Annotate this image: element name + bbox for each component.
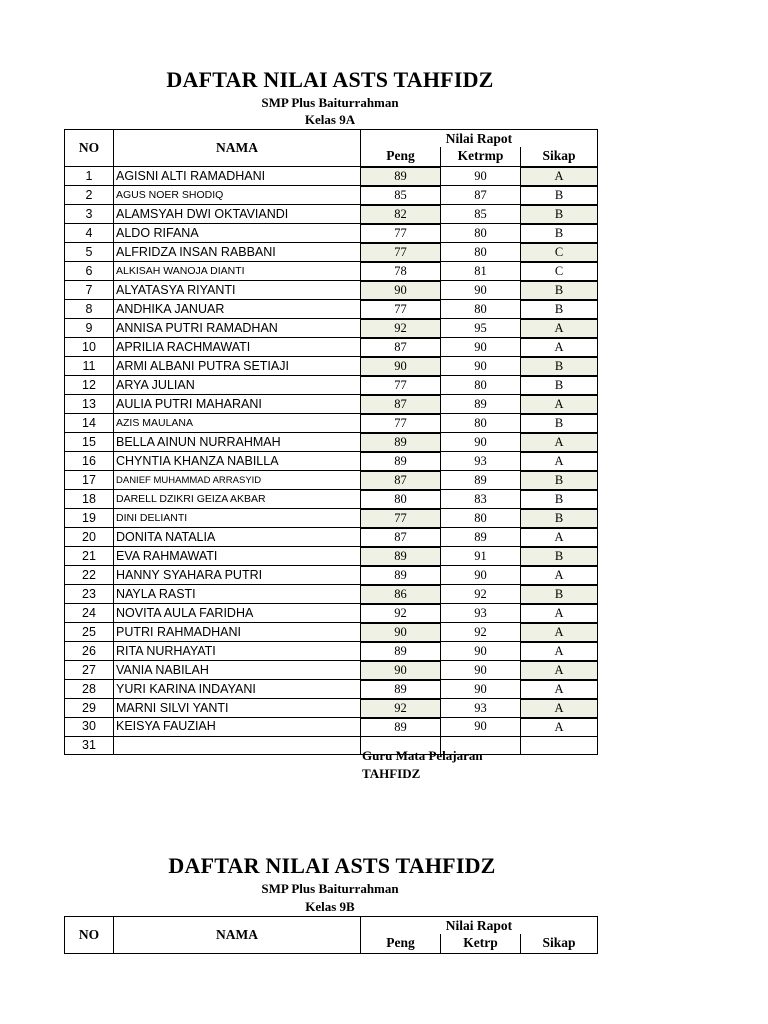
table-row: [65, 167, 598, 186]
row-no: 21: [65, 547, 114, 566]
grade-table-b: [64, 916, 598, 954]
row-nama: ALDO RIFANA: [114, 224, 361, 243]
table-row: [65, 642, 598, 661]
row-sikap: A: [521, 623, 598, 642]
row-nama: DARELL DZIKRI GEIZA AKBAR: [114, 490, 361, 509]
row-nama: ANNISA PUTRI RAMADHAN: [114, 319, 361, 338]
row-ketrmp: 92: [441, 623, 521, 642]
table-row: [65, 661, 598, 680]
row-sikap: A: [521, 319, 598, 338]
row-no: 23: [65, 585, 114, 604]
row-no: 28: [65, 680, 114, 699]
row-ketrmp: 90: [441, 357, 521, 376]
row-ketrmp: 90: [441, 338, 521, 357]
row-peng: 78: [361, 262, 441, 281]
row-ketrmp: 80: [441, 414, 521, 433]
row-nama: NOVITA AULA FARIDHA: [114, 604, 361, 623]
row-nama: AGISNI ALTI RAMADHANI: [114, 167, 361, 186]
table-row: [65, 186, 598, 205]
table-row: [65, 509, 598, 528]
row-peng: 89: [361, 433, 441, 452]
header-ketrmp: Ketrmp: [441, 147, 521, 167]
row-peng: 80: [361, 490, 441, 509]
row-no: 20: [65, 528, 114, 547]
table-row: [65, 376, 598, 395]
table-row: [65, 300, 598, 319]
row-ketrmp: 81: [441, 262, 521, 281]
header-peng: Peng: [361, 147, 441, 167]
table-row: [65, 281, 598, 300]
row-peng: 89: [361, 680, 441, 699]
row-sikap: A: [521, 699, 598, 718]
row-nama: AGUS NOER SHODIQ: [114, 186, 361, 205]
header-nama-b: NAMA: [114, 917, 361, 954]
header-nama: NAMA: [114, 130, 361, 167]
row-ketrmp: 83: [441, 490, 521, 509]
row-nama: BELLA AINUN NURRAHMAH: [114, 433, 361, 452]
row-no: 1: [65, 167, 114, 186]
row-ketrmp: 80: [441, 224, 521, 243]
row-sikap: B: [521, 547, 598, 566]
table-row: [65, 395, 598, 414]
row-sikap: B: [521, 471, 598, 490]
row-sikap: A: [521, 718, 598, 737]
row-sikap: A: [521, 566, 598, 585]
row-ketrmp: 89: [441, 471, 521, 490]
row-peng: 85: [361, 186, 441, 205]
row-peng: 87: [361, 471, 441, 490]
row-sikap: C: [521, 243, 598, 262]
row-peng: 90: [361, 661, 441, 680]
row-peng: 92: [361, 319, 441, 338]
row-peng: 86: [361, 585, 441, 604]
row-ketrmp: 87: [441, 186, 521, 205]
row-peng: 82: [361, 205, 441, 224]
row-no: 10: [65, 338, 114, 357]
header-sikap: Sikap: [521, 147, 598, 167]
header-no-b: NO: [65, 917, 114, 954]
row-no: 26: [65, 642, 114, 661]
row-no: 4: [65, 224, 114, 243]
row-nama: RITA NURHAYATI: [114, 642, 361, 661]
table-row: [65, 528, 598, 547]
row-no: 22: [65, 566, 114, 585]
row-nama: ANDHIKA JANUAR: [114, 300, 361, 319]
row-no: 11: [65, 357, 114, 376]
row-no: 30: [65, 718, 114, 737]
row-no: 13: [65, 395, 114, 414]
page-title-b: DAFTAR NILAI ASTS TAHFIDZ: [168, 853, 496, 878]
table-row: [65, 243, 598, 262]
table-row: [65, 490, 598, 509]
table-row: [65, 547, 598, 566]
row-sikap: B: [521, 490, 598, 509]
row-nama: EVA RAHMAWATI: [114, 547, 361, 566]
row-sikap: A: [521, 338, 598, 357]
row-no: 14: [65, 414, 114, 433]
row-no: 15: [65, 433, 114, 452]
row-peng: 90: [361, 623, 441, 642]
row-ketrmp: 90: [441, 566, 521, 585]
row-no: 9: [65, 319, 114, 338]
row-ketrmp: 80: [441, 376, 521, 395]
row-sikap: A: [521, 604, 598, 623]
row-nama: HANNY SYAHARA PUTRI: [114, 566, 361, 585]
table-row: [65, 262, 598, 281]
row-nama: ARYA JULIAN: [114, 376, 361, 395]
table-row: [65, 471, 598, 490]
row-no: 25: [65, 623, 114, 642]
table-row: [65, 680, 598, 699]
table-row: [65, 566, 598, 585]
row-peng: 89: [361, 167, 441, 186]
row-peng: 90: [361, 281, 441, 300]
row-peng: 90: [361, 357, 441, 376]
row-ketrmp: 92: [441, 585, 521, 604]
table-row: [65, 319, 598, 338]
row-nama: PUTRI RAHMADHANI: [114, 623, 361, 642]
table-row: [65, 357, 598, 376]
school-name-b: SMP Plus Baiturrahman: [261, 881, 399, 896]
row-peng: 77: [361, 376, 441, 395]
table-row: [65, 224, 598, 243]
row-ketrmp: 90: [441, 281, 521, 300]
table-row: [65, 604, 598, 623]
table-row: [65, 585, 598, 604]
row-no: 12: [65, 376, 114, 395]
row-nama: ARMI ALBANI PUTRA SETIAJI: [114, 357, 361, 376]
table-row: [65, 452, 598, 471]
row-peng: 89: [361, 718, 441, 737]
row-nama: DONITA NATALIA: [114, 528, 361, 547]
row-ketrmp: 80: [441, 300, 521, 319]
row-no: 6: [65, 262, 114, 281]
row-no: 8: [65, 300, 114, 319]
header-nilai-rapot: Nilai Rapot: [361, 130, 598, 147]
row-nama: [114, 736, 361, 754]
header-peng-b: Peng: [361, 934, 441, 954]
row-sikap: A: [521, 661, 598, 680]
row-no: 16: [65, 452, 114, 471]
row-sikap: [521, 736, 598, 754]
row-sikap: B: [521, 414, 598, 433]
row-sikap: C: [521, 262, 598, 281]
row-sikap: A: [521, 452, 598, 471]
row-peng: 89: [361, 566, 441, 585]
row-sikap: A: [521, 642, 598, 661]
header-ketrp-b: Ketrp: [441, 934, 521, 954]
row-ketrmp: 89: [441, 395, 521, 414]
row-no: 24: [65, 604, 114, 623]
row-peng: 77: [361, 414, 441, 433]
row-nama: AULIA PUTRI MAHARANI: [114, 395, 361, 414]
row-peng: 77: [361, 243, 441, 262]
row-sikap: B: [521, 281, 598, 300]
table-row: [65, 736, 598, 754]
row-nama: ALFRIDZA INSAN RABBANI: [114, 243, 361, 262]
row-peng: 77: [361, 300, 441, 319]
row-sikap: B: [521, 205, 598, 224]
row-no: 7: [65, 281, 114, 300]
row-peng: 92: [361, 604, 441, 623]
row-peng: 87: [361, 528, 441, 547]
table-row: [65, 433, 598, 452]
row-no: 5: [65, 243, 114, 262]
class-name-b: Kelas 9B: [305, 899, 355, 914]
row-nama: NAYLA RASTI: [114, 585, 361, 604]
row-ketrmp: 85: [441, 205, 521, 224]
row-no: 31: [65, 736, 114, 754]
page-title-a: DAFTAR NILAI ASTS TAHFIDZ: [166, 67, 494, 92]
row-ketrmp: 90: [441, 680, 521, 699]
row-sikap: B: [521, 376, 598, 395]
row-peng: 87: [361, 395, 441, 414]
row-nama: AZIS MAULANA: [114, 414, 361, 433]
row-sikap: B: [521, 585, 598, 604]
row-sikap: A: [521, 395, 598, 414]
table-row: [65, 338, 598, 357]
header-no: NO: [65, 130, 114, 167]
subject-label: TAHFIDZ: [362, 766, 421, 781]
row-nama: VANIA NABILAH: [114, 661, 361, 680]
row-ketrmp: 90: [441, 433, 521, 452]
row-sikap: B: [521, 509, 598, 528]
row-sikap: B: [521, 300, 598, 319]
row-no: 17: [65, 471, 114, 490]
school-name-a: SMP Plus Baiturrahman: [261, 95, 399, 110]
table-row: [65, 205, 598, 224]
row-peng: 89: [361, 452, 441, 471]
row-peng: 89: [361, 547, 441, 566]
row-nama: ALAMSYAH DWI OKTAVIANDI: [114, 205, 361, 224]
row-sikap: B: [521, 186, 598, 205]
row-sikap: A: [521, 680, 598, 699]
row-nama: CHYNTIA KHANZA NABILLA: [114, 452, 361, 471]
row-nama: APRILIA RACHMAWATI: [114, 338, 361, 357]
row-nama: ALYATASYA RIYANTI: [114, 281, 361, 300]
row-nama: KEISYA FAUZIAH: [114, 718, 361, 737]
row-nama: MARNI SILVI YANTI: [114, 699, 361, 718]
row-ketrmp: 90: [441, 718, 521, 737]
grade-rows-a: [65, 167, 598, 755]
table-row: [65, 699, 598, 718]
row-peng: 92: [361, 699, 441, 718]
row-ketrmp: 95: [441, 319, 521, 338]
row-peng: 89: [361, 642, 441, 661]
row-ketrmp: 90: [441, 661, 521, 680]
teacher-label: Guru Mata Pelajaran: [362, 748, 483, 763]
row-ketrmp: 90: [441, 642, 521, 661]
row-ketrmp: 90: [441, 167, 521, 186]
row-peng: 87: [361, 338, 441, 357]
header-nilai-rapot-b: Nilai Rapot: [361, 917, 598, 934]
row-no: 2: [65, 186, 114, 205]
row-sikap: A: [521, 433, 598, 452]
row-peng: 77: [361, 509, 441, 528]
row-no: 27: [65, 661, 114, 680]
table-row: [65, 414, 598, 433]
row-ketrmp: 93: [441, 452, 521, 471]
row-ketrmp: 93: [441, 699, 521, 718]
row-no: 3: [65, 205, 114, 224]
row-ketrmp: 93: [441, 604, 521, 623]
row-nama: DINI DELIANTI: [114, 509, 361, 528]
row-no: 19: [65, 509, 114, 528]
row-ketrmp: 91: [441, 547, 521, 566]
header-sikap-b: Sikap: [521, 934, 598, 954]
table-row: [65, 718, 598, 737]
row-nama: DANIEF MUHAMMAD ARRASYID: [114, 471, 361, 490]
row-peng: 77: [361, 224, 441, 243]
grade-table-a: [64, 129, 598, 755]
row-sikap: A: [521, 167, 598, 186]
row-no: 29: [65, 699, 114, 718]
row-no: 18: [65, 490, 114, 509]
row-sikap: A: [521, 528, 598, 547]
row-nama: ALKISAH WANOJA DIANTI: [114, 262, 361, 281]
table-row: [65, 623, 598, 642]
row-sikap: B: [521, 357, 598, 376]
row-nama: YURI KARINA INDAYANI: [114, 680, 361, 699]
row-sikap: B: [521, 224, 598, 243]
row-ketrmp: 89: [441, 528, 521, 547]
row-ketrmp: 80: [441, 509, 521, 528]
class-name-a: Kelas 9A: [304, 112, 356, 127]
row-ketrmp: 80: [441, 243, 521, 262]
